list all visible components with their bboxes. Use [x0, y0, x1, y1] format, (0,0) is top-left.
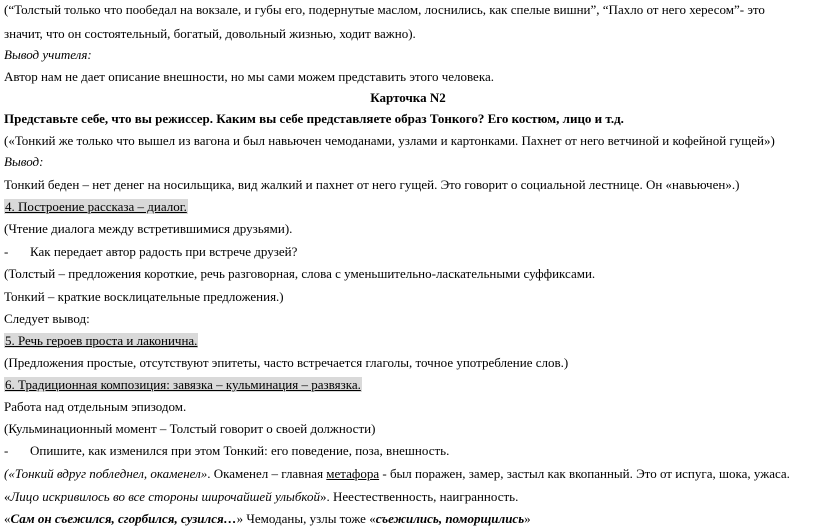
- section-heading-6: [4, 377, 362, 392]
- list-item-question-2: [4, 443, 449, 458]
- section-heading-6-text: 6. Традиционная композиция: завязка – кульминация – развязка.: [5, 377, 361, 392]
- term-metaphor: метафора: [326, 466, 380, 481]
- section-heading-4-text: 4. Построение рассказа – диалог.: [5, 199, 187, 214]
- quote-bold-italic: Сам он съежился, сгорбился, сузился…: [10, 511, 237, 526]
- text-segment: »: [524, 511, 531, 526]
- text-segment: » Чемоданы, узлы тоже «: [236, 511, 376, 526]
- list-bullet: -: [4, 244, 9, 259]
- text-segment: . Окаменел – главная: [207, 466, 327, 481]
- paragraph-simple-sentences: (Предложения простые, отсутствуют эпитеты, часто встречается глаголы, точное употребление слов.): [4, 355, 569, 370]
- paragraph-shrank: [4, 511, 531, 526]
- paragraph-author-note: Автор нам не дает описание внешности, но мы сами можем представить этого человека.: [4, 69, 494, 84]
- text-segment: «: [4, 511, 11, 526]
- quote-italic: Лицо искривилось во все стороны широчайшей улыбкой: [10, 489, 320, 504]
- paragraph-tonky-poor: Тонкий беден – нет денег на носильщика, вид жалкий и пахнет от него гущей. Это говорит о социальной лестнице. Он «навьючен».): [4, 177, 740, 192]
- quote-italic: («Тонкий вдруг побледнел, окаменел»: [4, 466, 208, 481]
- paragraph-quote-tonky: («Тонкий же только что вышел из вагона и был навьючен чемоданами, узлами и картонками. Пахнет от него ветчиной и кофейной гущей»): [4, 133, 775, 148]
- paragraph-metaphor: [4, 466, 790, 481]
- conclusion-label: Вывод:: [4, 154, 44, 169]
- section-heading-4: [4, 199, 188, 214]
- paragraph-follows-conclusion: Следует вывод:: [4, 311, 90, 326]
- paragraph-episode-work: Работа над отдельным эпизодом.: [4, 399, 187, 414]
- text-segment: - был поражен, замер, застыл как вкопанный. Это от испуга, шока, ужаса.: [379, 466, 790, 481]
- text-segment: ». Неестественность, наигранность.: [319, 489, 519, 504]
- card-task: Представьте себе, что вы режиссер. Каким вы себе представляете образ Тонкого? Его костюм, лицо и т.д.: [4, 111, 624, 126]
- paragraph-face: [4, 489, 518, 504]
- section-heading-5-text: 5. Речь героев проста и лаконична.: [5, 333, 198, 348]
- quote-bold-italic: съежились, поморщились: [375, 511, 525, 526]
- section-heading-5: [4, 333, 198, 348]
- paragraph-quote-tolsty-1: (“Толстый только что пообедал на вокзале, и губы его, подернутые маслом, лоснились, как спелые вишни”, “Пахло от него хересом”- это: [4, 2, 765, 17]
- list-item-text: Опишите, как изменился при этом Тонкий: его поведение, поза, внешность.: [30, 443, 450, 458]
- paragraph-quote-tolsty-2: значит, что он состоятельный, богатый, довольный жизнью, ходит важно).: [4, 26, 416, 41]
- list-bullet: -: [4, 443, 9, 458]
- teacher-conclusion-label: [4, 47, 92, 62]
- paragraph-tolsty-speech: (Толстый – предложения короткие, речь разговорная, слова с уменьшительно-ласкательными суффиксами.: [4, 266, 596, 281]
- list-item-text: Как передает автор радость при встрече друзей?: [30, 244, 298, 259]
- card-title: Карточка N2: [370, 90, 446, 105]
- text-segment: «: [4, 489, 11, 504]
- list-item-question-1: [4, 244, 297, 259]
- paragraph-tonky-speech: Тонкий – краткие восклицательные предложения.): [4, 289, 284, 304]
- paragraph-culmination: (Кульминационный момент – Толстый говорит о своей должности): [4, 421, 376, 436]
- teacher-conclusion-text: Вывод учителя: [4, 47, 88, 62]
- colon: :: [87, 47, 92, 62]
- paragraph-dialog-reading: (Чтение диалога между встретившимися друзьями).: [4, 221, 293, 236]
